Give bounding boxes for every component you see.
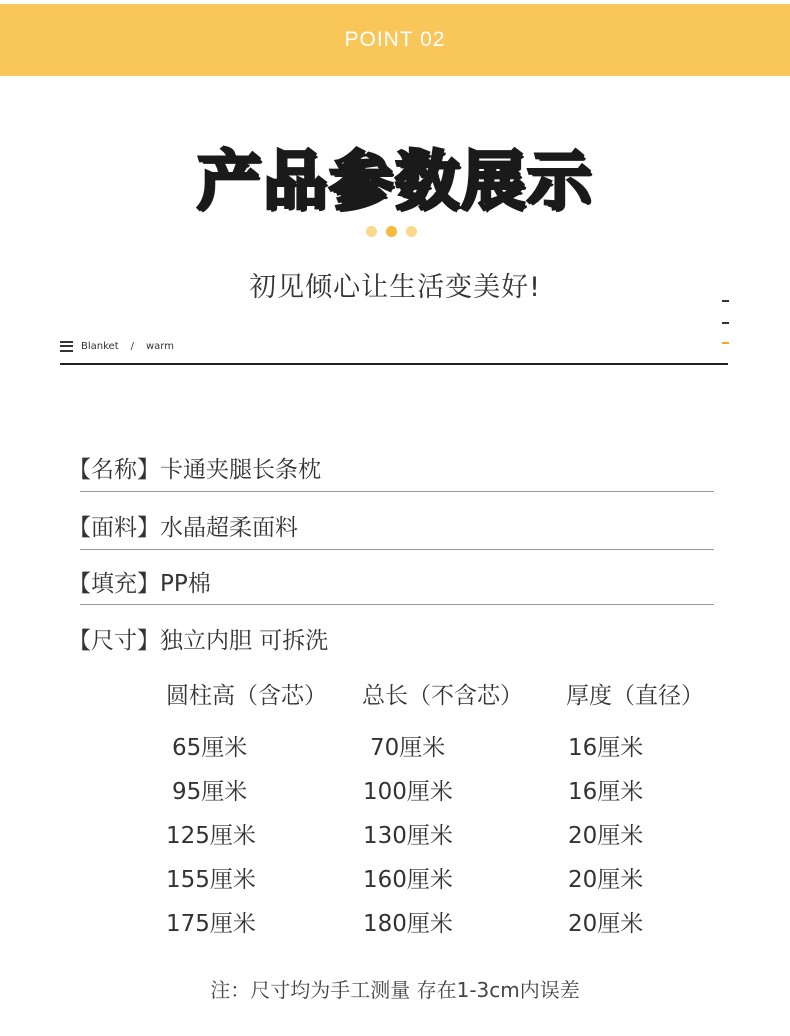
- side-marks: [722, 298, 732, 348]
- header-total-length: 总长（不含芯）: [362, 683, 523, 709]
- breadcrumb: [60, 338, 174, 354]
- dot-2: [386, 226, 397, 237]
- spec-key: 【尺寸】: [68, 628, 160, 654]
- page-subtitle: 初见倾心让生活变美好!: [249, 272, 541, 303]
- table-cell: 175厘米: [166, 911, 256, 937]
- spec-key: 【名称】: [68, 457, 160, 483]
- table-cell: 100厘米: [363, 779, 453, 805]
- table-cell: 70厘米: [370, 735, 446, 761]
- dot-1: [366, 226, 377, 237]
- table-row: [0, 773, 790, 807]
- size-table-header: [0, 677, 790, 711]
- breadcrumb-item-blanket: Blanket: [81, 340, 119, 352]
- table-cell: 180厘米: [363, 911, 453, 937]
- table-row: [0, 817, 790, 851]
- spec-divider: [80, 491, 714, 492]
- spec-value: 水晶超柔面料: [160, 515, 298, 541]
- spec-row-fabric: [68, 509, 298, 542]
- table-cell: 20厘米: [568, 867, 644, 893]
- spec-row-filling: [68, 565, 211, 598]
- spec-divider: [80, 549, 714, 550]
- table-row: [0, 905, 790, 939]
- dot-3: [406, 226, 417, 237]
- spec-key: 【面料】: [68, 515, 160, 541]
- spec-row-name: [68, 451, 321, 484]
- table-cell: 130厘米: [363, 823, 453, 849]
- menu-icon: [60, 341, 73, 352]
- breadcrumb-divider: [60, 363, 728, 365]
- table-cell: 20厘米: [568, 823, 644, 849]
- table-cell: 16厘米: [568, 779, 644, 805]
- spec-value: 卡通夹腿长条枕: [160, 457, 321, 483]
- table-cell: 155厘米: [166, 867, 256, 893]
- side-mark-1: [722, 300, 729, 302]
- spec-key: 【填充】: [68, 571, 160, 597]
- table-cell: 20厘米: [568, 911, 644, 937]
- spec-divider: [80, 604, 714, 605]
- table-cell: 16厘米: [568, 735, 644, 761]
- table-cell: 95厘米: [172, 779, 248, 805]
- page-title: 产品参数展示: [197, 145, 593, 219]
- header-cylinder-height: 圆柱高（含芯）: [166, 683, 327, 709]
- point-banner: [0, 4, 790, 76]
- table-row: [0, 729, 790, 763]
- table-cell: 125厘米: [166, 823, 256, 849]
- table-cell: 65厘米: [172, 735, 248, 761]
- table-row: [0, 861, 790, 895]
- spec-row-size: [68, 622, 328, 655]
- breadcrumb-item-warm: warm: [146, 340, 174, 352]
- side-mark-3: [722, 342, 729, 344]
- dots-icon: [366, 226, 426, 238]
- measurement-note: 注：尺寸均为手工测量 存在1-3cm内误差: [210, 978, 580, 1002]
- header-thickness: 厚度（直径）: [566, 683, 704, 709]
- table-cell: 160厘米: [363, 867, 453, 893]
- side-mark-2: [722, 322, 729, 324]
- breadcrumb-separator: /: [130, 340, 134, 352]
- banner-label: POINT 02: [344, 28, 446, 51]
- spec-value: 独立内胆 可拆洗: [160, 628, 329, 654]
- spec-value: PP棉: [160, 571, 211, 597]
